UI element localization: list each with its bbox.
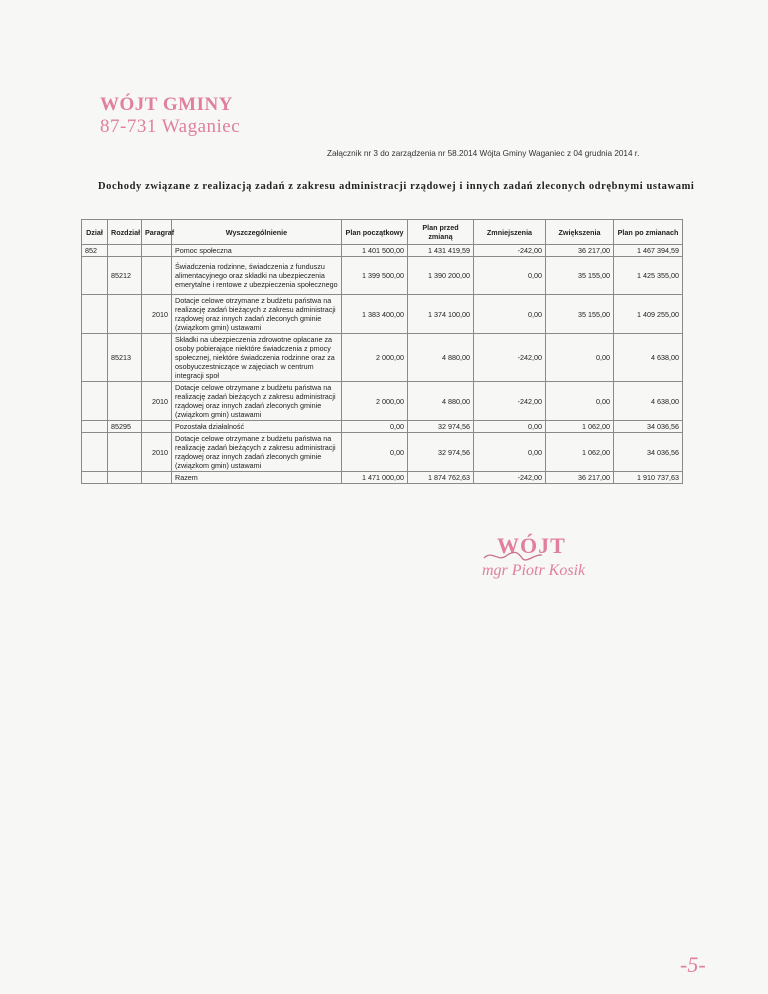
cell-paragraf bbox=[142, 245, 172, 257]
cell-paragraf bbox=[142, 257, 172, 295]
total-zmniejszenia: -242,00 bbox=[474, 472, 546, 484]
cell-plan-przed-zmiana: 32 974,56 bbox=[408, 421, 474, 433]
header-dzial: Dział bbox=[82, 220, 108, 245]
cell-description: Pomoc społeczna bbox=[172, 245, 342, 257]
cell-description: Dotacje celowe otrzymane z budżetu państwa na realizację zadań bieżących z zakresu administracji rządowej oraz innych zadań zleconych gminie (związkom gmin) ustawami bbox=[172, 295, 342, 334]
cell-dzial bbox=[82, 257, 108, 295]
total-plan-poczatkowy: 1 471 000,00 bbox=[342, 472, 408, 484]
cell-rozdzial: 85295 bbox=[108, 421, 142, 433]
cell-plan-po-zmianach: 34 036,56 bbox=[614, 433, 683, 472]
attachment-note: Załącznik nr 3 do zarządzenia nr 58.2014 Wójta Gminy Waganiec z 04 grudnia 2014 r. bbox=[327, 149, 640, 158]
total-zwiekszenia: 36 217,00 bbox=[546, 472, 614, 484]
cell-zwiekszenia: 35 155,00 bbox=[546, 295, 614, 334]
header-plan-poczatkowy: Plan początkowy bbox=[342, 220, 408, 245]
table-row bbox=[82, 382, 683, 421]
cell-zwiekszenia: 0,00 bbox=[546, 382, 614, 421]
cell-paragraf: 2010 bbox=[142, 433, 172, 472]
cell-dzial bbox=[82, 295, 108, 334]
cell-description: Świadczenia rodzinne, świadczenia z funduszu alimentacyjnego oraz składki na ubezpieczenia emerytalne i rentowe z ubezpieczenia społecznego bbox=[172, 257, 342, 295]
budget-table bbox=[81, 219, 683, 484]
cell-zwiekszenia: 1 062,00 bbox=[546, 433, 614, 472]
cell-description: Pozostała działalność bbox=[172, 421, 342, 433]
cell-plan-przed-zmiana: 1 374 100,00 bbox=[408, 295, 474, 334]
cell-description: Składki na ubezpieczenia zdrowotne opłacane za osoby pobierające niektóre świadczenia z pmocy społecznej, niektóre świadczenia rodzinne oraz za osobyuczestniczące w zajęciach w centrum integracji społ bbox=[172, 334, 342, 382]
table-row bbox=[82, 433, 683, 472]
cell-plan-po-zmianach: 1 425 355,00 bbox=[614, 257, 683, 295]
cell-plan-poczatkowy: 1 399 500,00 bbox=[342, 257, 408, 295]
header-plan-przed-zmiana: Plan przed zmianą bbox=[408, 220, 474, 245]
cell-dzial: 852 bbox=[82, 245, 108, 257]
cell-description: Dotacje celowe otrzymane z budżetu państwa na realizację zadań bieżących z zakresu administracji rządowej oraz innych zadań zleconych gminie (związkom gmin) ustawami bbox=[172, 433, 342, 472]
cell-paragraf: 2010 bbox=[142, 295, 172, 334]
cell-plan-po-zmianach: 4 638,00 bbox=[614, 334, 683, 382]
cell-zmniejszenia: -242,00 bbox=[474, 334, 546, 382]
cell-rozdzial bbox=[108, 433, 142, 472]
cell-zmniejszenia: -242,00 bbox=[474, 245, 546, 257]
header-paragraf: Paragraf bbox=[142, 220, 172, 245]
signature-title: WÓJT bbox=[497, 533, 566, 558]
cell-plan-poczatkowy: 1 401 500,00 bbox=[342, 245, 408, 257]
header-rozdzial: Rozdział bbox=[108, 220, 142, 245]
cell-plan-poczatkowy: 0,00 bbox=[342, 421, 408, 433]
cell-plan-przed-zmiana: 32 974,56 bbox=[408, 433, 474, 472]
cell-plan-przed-zmiana: 1 431 419,59 bbox=[408, 245, 474, 257]
cell-zwiekszenia: 0,00 bbox=[546, 334, 614, 382]
cell-empty bbox=[142, 472, 172, 484]
cell-zmniejszenia: 0,00 bbox=[474, 257, 546, 295]
table-row bbox=[82, 245, 683, 257]
cell-dzial bbox=[82, 382, 108, 421]
cell-empty bbox=[108, 472, 142, 484]
cell-rozdzial bbox=[108, 295, 142, 334]
cell-description: Dotacje celowe otrzymane z budżetu państwa na realizację zadań bieżących z zakresu administracji rządowej oraz innych zadań zleconych gminie (związkom gmin) ustawami bbox=[172, 382, 342, 421]
cell-zmniejszenia: 0,00 bbox=[474, 433, 546, 472]
cell-dzial bbox=[82, 334, 108, 382]
total-plan-po-zmianach: 1 910 737,63 bbox=[614, 472, 683, 484]
header-zwiekszenia: Zwiększenia bbox=[546, 220, 614, 245]
cell-plan-przed-zmiana: 4 880,00 bbox=[408, 382, 474, 421]
cell-rozdzial: 85212 bbox=[108, 257, 142, 295]
header-wyszczegolnienie: Wyszczególnienie bbox=[172, 220, 342, 245]
cell-plan-po-zmianach: 34 036,56 bbox=[614, 421, 683, 433]
cell-zmniejszenia: 0,00 bbox=[474, 421, 546, 433]
stamp-title: WÓJT GMINY bbox=[100, 94, 233, 115]
cell-plan-poczatkowy: 0,00 bbox=[342, 433, 408, 472]
cell-paragraf: 2010 bbox=[142, 382, 172, 421]
cell-plan-przed-zmiana: 1 390 200,00 bbox=[408, 257, 474, 295]
cell-plan-poczatkowy: 2 000,00 bbox=[342, 334, 408, 382]
cell-rozdzial bbox=[108, 382, 142, 421]
cell-plan-po-zmianach: 1 467 394,59 bbox=[614, 245, 683, 257]
cell-empty bbox=[82, 472, 108, 484]
table-row bbox=[82, 295, 683, 334]
table-total-row bbox=[82, 472, 683, 484]
cell-rozdzial bbox=[108, 245, 142, 257]
cell-plan-poczatkowy: 1 383 400,00 bbox=[342, 295, 408, 334]
cell-plan-przed-zmiana: 4 880,00 bbox=[408, 334, 474, 382]
header-plan-po-zmianach: Plan po zmianach bbox=[614, 220, 683, 245]
cell-zmniejszenia: 0,00 bbox=[474, 295, 546, 334]
cell-plan-po-zmianach: 1 409 255,00 bbox=[614, 295, 683, 334]
cell-dzial bbox=[82, 421, 108, 433]
stamp-subtitle: 87-731 Waganiec bbox=[100, 116, 241, 137]
cell-rozdzial: 85213 bbox=[108, 334, 142, 382]
table-row bbox=[82, 334, 683, 382]
cell-zwiekszenia: 36 217,00 bbox=[546, 245, 614, 257]
page-number: -5- bbox=[680, 952, 706, 977]
cell-paragraf bbox=[142, 421, 172, 433]
cell-plan-poczatkowy: 2 000,00 bbox=[342, 382, 408, 421]
header-zmniejszenia: Zmniejszenia bbox=[474, 220, 546, 245]
table-row bbox=[82, 257, 683, 295]
cell-zwiekszenia: 1 062,00 bbox=[546, 421, 614, 433]
document-title: Dochody związane z realizacją zadań z zakresu administracji rządowej i innych zadań zleconych odrębnymi ustawami bbox=[98, 181, 695, 192]
cell-paragraf bbox=[142, 334, 172, 382]
cell-plan-po-zmianach: 4 638,00 bbox=[614, 382, 683, 421]
cell-zwiekszenia: 35 155,00 bbox=[546, 257, 614, 295]
cell-dzial bbox=[82, 433, 108, 472]
total-label: Razem bbox=[172, 472, 342, 484]
table-header-row bbox=[82, 220, 683, 245]
table-row bbox=[82, 421, 683, 433]
signature-name: mgr Piotr Kosik bbox=[482, 562, 586, 579]
cell-zmniejszenia: -242,00 bbox=[474, 382, 546, 421]
total-plan-przed-zmiana: 1 874 762,63 bbox=[408, 472, 474, 484]
